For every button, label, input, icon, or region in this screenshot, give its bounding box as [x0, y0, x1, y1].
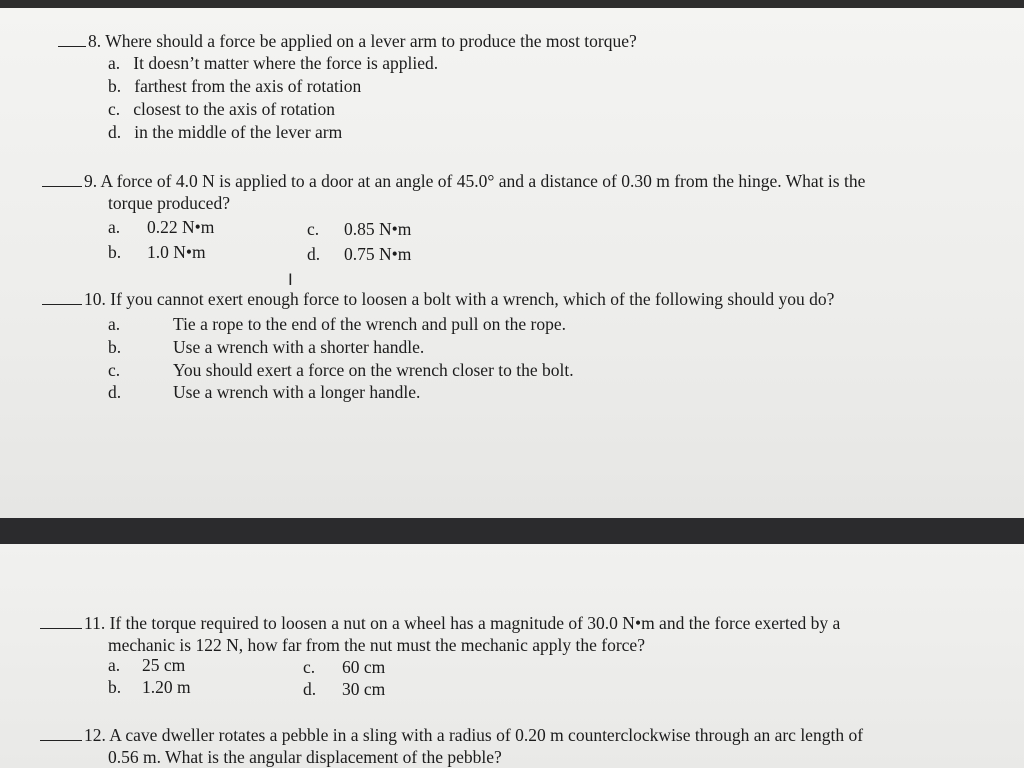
option-8c: c. closest to the axis of rotation [108, 99, 335, 119]
option-11b: b. [108, 677, 122, 697]
option-9a-text: 0.22 N•m [147, 217, 215, 237]
option-9c: c. [307, 219, 320, 239]
option-10a-text: Tie a rope to the end of the wrench and pull on the rope. [173, 314, 566, 334]
option-11c-text: 60 cm [342, 657, 386, 677]
option-9d: d. [307, 244, 321, 264]
question-stem: If you cannot exert enough force to loosen a bolt with a wrench, which of the following should you do? [110, 289, 835, 309]
answer-blank-8[interactable] [58, 32, 86, 47]
option-10c-text: You should exert a force on the wrench closer to the bolt. [173, 360, 574, 380]
option-9b-text: 1.0 N•m [147, 242, 206, 262]
question-8 [58, 30, 637, 52]
option-8d: d. in the middle of the lever arm [108, 122, 343, 142]
option-11c: c. [303, 657, 316, 677]
question-12-continued: 0.56 m. What is the angular displacement of the pebble? [108, 747, 502, 767]
answer-blank-11[interactable] [40, 614, 82, 629]
option-8a: a. It doesn’t matter where the force is applied. [108, 53, 439, 73]
option-10d: d. [108, 382, 122, 402]
option-9d-text: 0.75 N•m [344, 244, 412, 264]
option-10a: a. [108, 314, 121, 334]
page-divider [0, 518, 1024, 544]
question-9 [42, 170, 865, 192]
question-11-continued: mechanic is 122 N, how far from the nut must the mechanic apply the force? [108, 635, 645, 655]
question-number: 11. [84, 613, 106, 633]
option-9b: b. [108, 242, 122, 262]
question-10 [42, 288, 834, 310]
question-9-continued: torque produced? [108, 193, 230, 213]
question-stem: If the torque required to loosen a nut on a wheel has a magnitude of 30.0 N•m and the force exerted by a [109, 613, 841, 633]
option-9a: a. [108, 217, 121, 237]
option-11b-text: 1.20 m [142, 677, 191, 697]
option-11a-text: 25 cm [142, 655, 186, 675]
question-number: 10. [84, 289, 106, 309]
option-8b: b. farthest from the axis of rotation [108, 76, 362, 96]
answer-blank-10[interactable] [42, 290, 82, 305]
question-number: 12. [84, 725, 106, 745]
option-10d-text: Use a wrench with a longer handle. [173, 382, 421, 402]
option-10b: b. [108, 337, 122, 357]
option-9c-text: 0.85 N•m [344, 219, 412, 239]
option-10c: c. [108, 360, 121, 380]
question-11 [40, 612, 840, 634]
question-stem: A force of 4.0 N is applied to a door at an angle of 45.0° and a distance of 0.30 m from the hinge. What is the [100, 171, 866, 191]
option-10b-text: Use a wrench with a shorter handle. [173, 337, 425, 357]
question-number: 9. [84, 171, 98, 191]
option-11d: d. [303, 679, 317, 699]
answer-blank-12[interactable] [40, 726, 82, 741]
text-cursor-icon: I [288, 270, 293, 289]
question-stem: Where should a force be applied on a lever arm to produce the most torque? [105, 31, 637, 51]
page-top-edge [0, 0, 1024, 8]
question-number: 8. [88, 31, 102, 51]
question-stem: A cave dweller rotates a pebble in a sling with a radius of 0.20 m counterclockwise through an arc length of [109, 725, 864, 745]
option-11d-text: 30 cm [342, 679, 386, 699]
answer-blank-9[interactable] [42, 172, 82, 187]
option-11a: a. [108, 655, 121, 675]
question-12 [40, 724, 863, 746]
